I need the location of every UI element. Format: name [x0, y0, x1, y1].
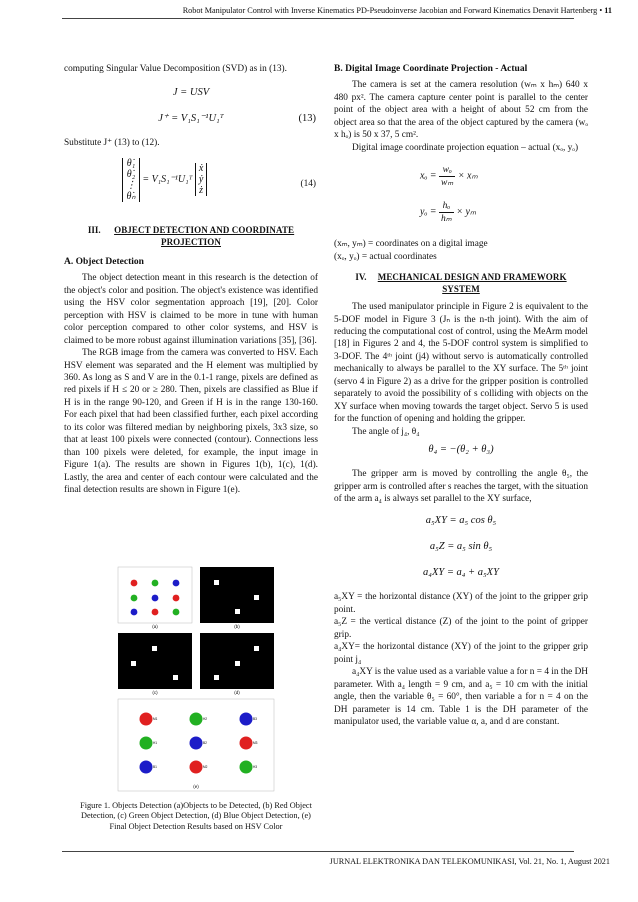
header-rule — [62, 18, 574, 19]
object-dot — [131, 595, 138, 602]
mask-blob — [235, 661, 240, 666]
substitute-paragraph: Substitute J⁺ (13) to (12). — [64, 138, 160, 149]
mask-blob — [254, 595, 259, 600]
equation-a5z: a₅Z = a₅ sin θ₅ — [429, 541, 493, 553]
equation-13: J⁺ = V₁S₁⁻¹U₁ᵀ (13) — [158, 113, 316, 125]
object-dot — [173, 609, 180, 616]
subsection-a-heading: A. Object Detection — [64, 256, 144, 267]
mask-blob — [214, 675, 219, 680]
object-dot — [152, 609, 159, 616]
paragraph-manipulator: The used manipulator principle in Figure 2 is equivalent to the 5-DOF model in Figure 3 (Jₙ is the n-th joint). With the aim of reducing the computational cost of control, using the MeArm model [18] in Figures 2 and 4, the 5-DOF control system is simplified to 3-DOF. The 4ᵗʰ joint (j4) without servo is automatically controlled mechanically to always be parallel to the XY surface. The 5ᵗʰ joint (servo 4 in Figure 2) as a drive for the gripper position is controlled separately to avoid the possibility of s colliding with objects on the XY surface when moving towards the target object. Servo 5 is used for the function of opening and holding the gripper. — [334, 302, 588, 425]
label-b: (b) — [234, 624, 240, 629]
label-e: (e) — [193, 784, 199, 789]
mask-blob — [235, 609, 240, 614]
label-a: (a) — [152, 624, 158, 629]
definition-a5z: a₅Z = the vertical distance (Z) of the joint to the point of gripper grip. — [334, 617, 588, 640]
panel-c — [118, 633, 192, 689]
figure-1-caption: Figure 1. Objects Detection (a)Objects to be Detected, (b) Red Object Detection, (c) Green Object Detection, (d) Blue Object Detection, (e) Final Object Detection Results based on HSV Color — [80, 801, 312, 831]
object-dot — [131, 609, 138, 616]
object-dot — [173, 580, 180, 587]
label-d: (d) — [234, 690, 240, 695]
marker-label: M2 — [203, 765, 208, 769]
equation-xo: xₒ = $\frac{\text{wₒ}}{\text{wₘ}}$ × xₘ — [420, 165, 478, 189]
journal-footer: JURNAL ELEKTRONIKA DAN TELEKOMUNIKASI, Vol. 21, No. 1, August 2021 — [329, 857, 610, 866]
paragraph-hsv: The RGB image from the camera was converted to HSV. Each HSV element was separated and the H element was multiplied by 360. As long as S and V are in the 0.1-1 range, pixels are defined as red pixels if H ≤ 20 or ≥ 280. Then, pixels are classified as Blue if H is in the range 90-120, and Green if H is in the range 130-160. For each pixel that had been classified further, each pixel according to its color was filtered median by neighboring pixels, 3x3 size, so that at least 100 pixels were connected (contour). Connections less than 100 pixels were deleted, for example, the input image in Figure 1(a). The results are shown in Figures 1(b), 1(c), 1(d). Lastly, the area and center of each contour were calculated and the final detection results are shown in Figure 1(e). — [64, 348, 318, 496]
mask-blob — [152, 646, 157, 651]
marker-label: M1 — [153, 717, 158, 721]
marker-label: B3 — [253, 717, 257, 721]
paragraph-camera: The camera is set at the camera resolution (wₘ x hₘ) 640 x 480 px². The camera capture center point is parallel to the center point of the object area with a height of about 52 cm from the object area so that the area of the object captured by the camera (wₒ x hₒ) is 50 x 37, 5 cm². — [334, 80, 588, 141]
object-dot — [152, 595, 159, 602]
theta-dot-vector: θ̇₁ θ̇₂ ⋮ θ̇ₙ — [122, 158, 140, 202]
marker-label: H2 — [203, 717, 208, 721]
definition-a4xy: a₄XY= the horizontal distance (XY) of the joint to the gripper grip point j₄ — [334, 642, 588, 665]
page-number: 11 — [604, 6, 612, 15]
definition-a5xy: a₅XY = the horizontal distance (XY) of the joint to the gripper grip point. — [334, 592, 588, 615]
panel-b — [200, 567, 274, 623]
object-dot — [131, 580, 138, 587]
figure-1 — [78, 565, 298, 795]
marker-label: B1 — [153, 765, 157, 769]
equation-a5xy: a₅XY = a₅ cos θ₅ — [425, 515, 497, 527]
running-header — [183, 6, 612, 15]
paragraph-projection: Digital image coordinate projection equation – actual (xₒ, yₒ) — [352, 142, 579, 153]
equation-14: θ̇₁ θ̇₂ ⋮ θ̇ₙ = V₁S₁⁻¹U₁ᵀ ẋ ẏ ż (14) — [64, 156, 318, 216]
object-dot — [173, 595, 180, 602]
right-column — [334, 63, 588, 728]
equation-a4xy: a₄XY = a₄ + a₅XY — [423, 567, 499, 579]
paragraph-angle-j4: The angle of j₄, θ₄ — [352, 426, 420, 437]
definition-actual-coords: (xₒ, yₒ) = actual coordinates — [334, 251, 437, 262]
section-3-heading: III. OBJECT DETECTION AND COORDINATE PROJECTION — [87, 224, 295, 247]
marker-label: B2 — [203, 741, 207, 745]
subsection-b-heading: B. Digital Image Coordinate Projection - Actual — [334, 64, 528, 74]
running-title: Robot Manipulator Control with Inverse Kinematics PD-Pseudoinverse Jacobian and Forward Kinematics Denavit Hartenberg — [182, 6, 598, 15]
equation-theta4: θ₄ = −(θ₂ + θ₃) — [428, 444, 494, 456]
equation-svd: J = USV — [172, 87, 210, 99]
mask-blob — [131, 661, 136, 666]
velocity-vector: ẋ ẏ ż — [195, 163, 207, 196]
mask-blob — [254, 646, 259, 651]
object-dot — [152, 580, 159, 587]
section-4-heading: IV. MECHANICAL DESIGN AND FRAMEWORK SYSTEM — [355, 272, 567, 295]
mask-blob — [173, 675, 178, 680]
equation-number: (13) — [298, 113, 316, 125]
figure-1-image — [116, 565, 276, 795]
label-c: (c) — [152, 690, 158, 695]
footer-rule — [62, 851, 574, 852]
marker-label: H1 — [153, 741, 158, 745]
marker-label: M3 — [253, 741, 258, 745]
equation-yo: yₒ = $\frac{\text{hₒ}}{\text{hₘ}}$ × yₘ — [420, 201, 477, 225]
paragraph-object-detection: The object detection meant in this research is the detection of the object's color and position. The object's existence was identified using the HSV color segmentation approach [19], [20]. Color perception with HSV is claimed to be more in tune with human color perception compared to other color systems, and HSV is claimed to be more robust against illumination variations [35], [36]. — [64, 273, 318, 346]
mask-blob — [214, 580, 219, 585]
definition-digital-coords: (xₘ, yₘ) = coordinates on a digital image — [334, 239, 488, 250]
paragraph-gripper: The gripper arm is moved by controlling the angle θ₅, the gripper arm is controlled after s reaches the target, with the situation of the arm a₄ is always set parallel to the XY surface, — [334, 469, 588, 504]
header-bullet: • — [599, 6, 603, 15]
svd-paragraph: computing Singular Value Decomposition (SVD) as in (13). — [64, 64, 287, 74]
paragraph-dh-parameter: a₄XY is the value used as a variable value a for n = 4 in the DH parameter. With a₄ length = 9 cm, and a₅ = 10 cm with the initial angle, then the variable θ₅ = 60°, then variable a for n = 4 on the DH parameter is 14 cm. Table 1 is the DH parameter of the manipulator used, the variable value α, a, and d are constant. — [334, 667, 588, 727]
marker-label: H3 — [253, 765, 258, 769]
left-column — [64, 63, 318, 497]
equation-number: (14) — [300, 178, 316, 189]
